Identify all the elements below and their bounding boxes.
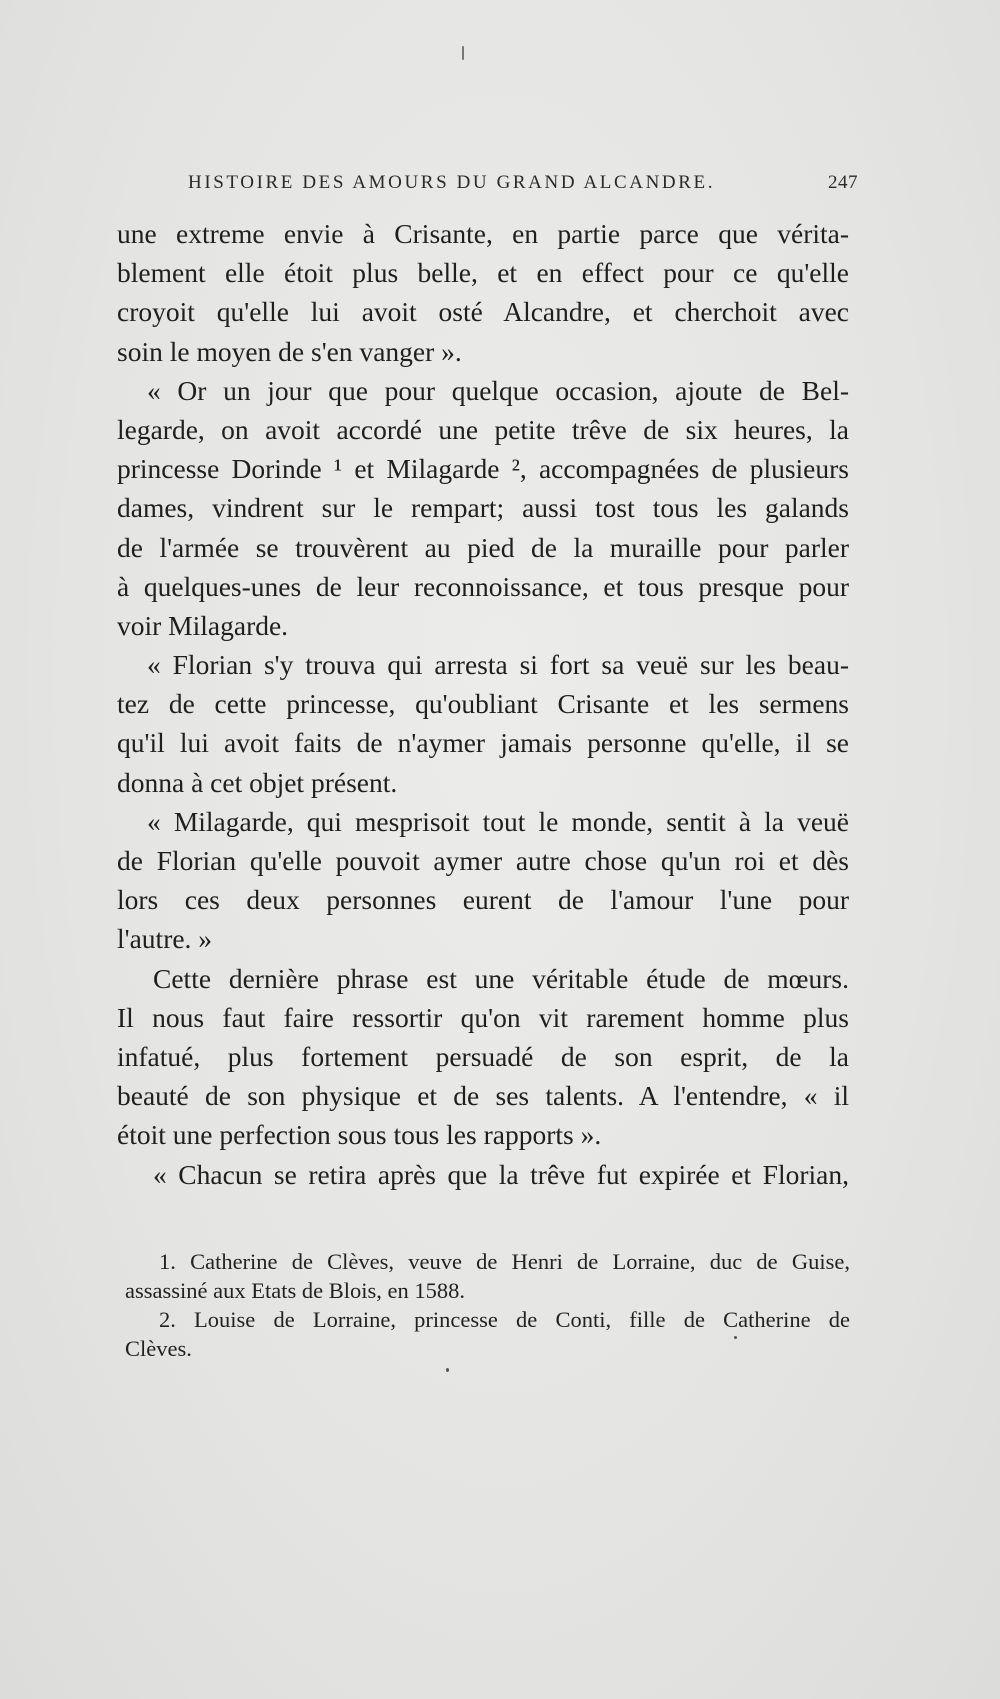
text-line: lors ces deux personnes eurent de l'amour l'une pour [117, 884, 849, 916]
text-line: voir Milagarde. [117, 609, 289, 641]
text-line: de l'armée se trouvèrent au pied de la muraille pour parler [117, 531, 849, 563]
text-line: de Florian qu'elle pouvoit aymer autre chose qu'un roi et dès [117, 845, 849, 876]
text-line: princesse Dorinde ¹ et Milagarde ², accompagnées de plusieurs [117, 453, 849, 485]
text-line: dames, vindrent sur le rempart; aussi tost tous les galands [117, 492, 849, 524]
body-text [117, 214, 849, 1194]
footnote-line: Clèves. [125, 1336, 192, 1361]
text-line: blement elle étoit plus belle, et en effect pour ce qu'elle [117, 257, 849, 289]
page-number: 247 [828, 172, 858, 193]
running-header [188, 172, 858, 202]
text-line: croyoit qu'elle lui avoit osté Alcandre, et cherchoit avec [117, 296, 849, 328]
footnote-line: 1. Catherine de Clèves, veuve de Henri de Lorraine, duc de Guise, [159, 1249, 850, 1274]
footnotes [125, 1247, 850, 1363]
text-line: infatué, plus fortement persuadé de son esprit, de la [117, 1040, 849, 1072]
text-line: une extreme envie à Crisante, en partie parce que vérita- [117, 218, 849, 249]
text-line: l'autre. » [117, 923, 213, 955]
text-line: « Florian s'y trouva qui arresta si fort sa veuë sur les beau- [147, 649, 849, 681]
text-line: « Or un jour que pour quelque occasion, ajoute de Bel- [147, 374, 849, 406]
text-line: soin le moyen de s'en vanger ». [117, 335, 462, 367]
text-line: Cette dernière phrase est une véritable étude de mœurs. [153, 962, 849, 994]
text-line: beauté de son physique et de ses talents. A l'entendre, « il [117, 1080, 849, 1112]
text-line: legarde, on avoit accordé une petite trêve de six heures, la [117, 413, 849, 445]
text-line: à quelques-unes de leur reconnoissance, et tous presque pour [117, 570, 849, 602]
text-line: qu'il lui avoit faits de n'aymer jamais personne qu'elle, il se [117, 727, 849, 759]
text-line: « Chacun se retira après que la trêve fut expirée et Florian, [153, 1158, 849, 1190]
footnote-line: assassiné aux Etats de Blois, en 1588. [125, 1278, 465, 1303]
ink-speck [462, 46, 464, 60]
ink-speck [446, 1368, 449, 1372]
text-line: Il nous faut faire ressortir qu'on vit rarement homme plus [117, 1001, 849, 1033]
text-line: étoit une perfection sous tous les rapports ». [117, 1119, 602, 1151]
text-line: tez de cette princesse, qu'oubliant Crisante et les sermens [117, 688, 849, 720]
text-line: donna à cet objet présent. [117, 766, 398, 798]
text-line: « Milagarde, qui mesprisoit tout le monde, sentit à la veuë [147, 805, 849, 837]
ink-speck [734, 1336, 737, 1339]
running-title: HISTOIRE DES AMOURS DU GRAND ALCANDRE. [188, 172, 716, 193]
footnote-line: 2. Louise de Lorraine, princesse de Conti, fille de Catherine de [159, 1307, 850, 1332]
